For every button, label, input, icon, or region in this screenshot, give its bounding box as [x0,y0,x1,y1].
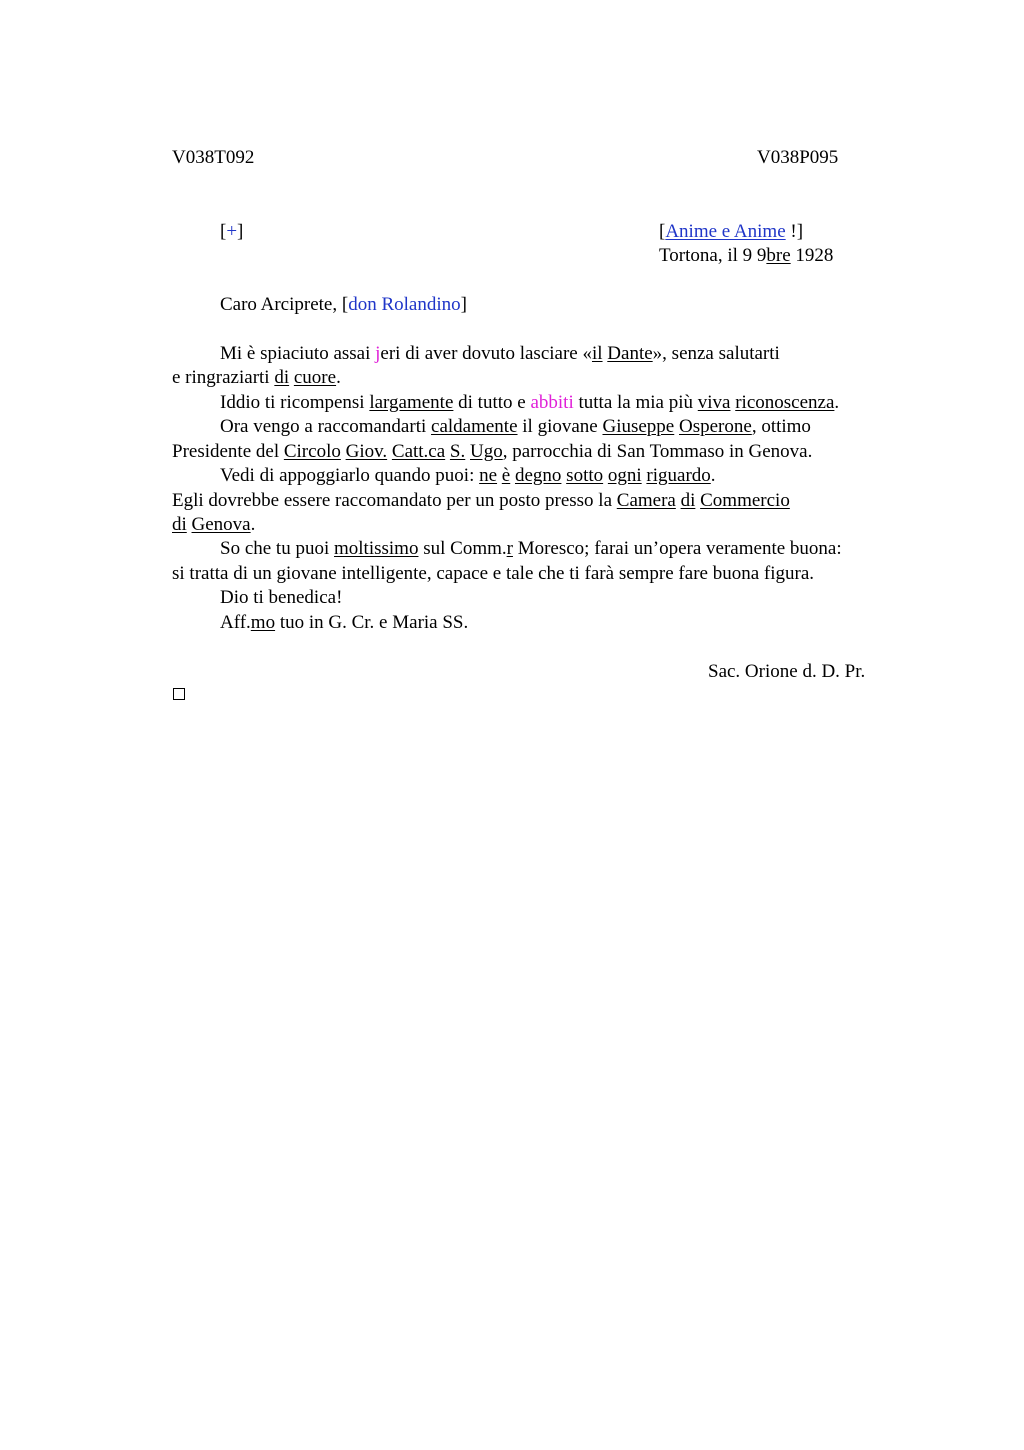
annotated-letter: j [375,343,381,364]
signature: Sac. Orione d. D. Pr. [708,661,866,682]
text-run: . [250,514,256,535]
underlined-word: Giov. [345,441,388,462]
text-run: Vedi di appoggiarlo quando puoi: [220,465,480,486]
cross-mark [220,220,243,244]
underlined-word: r [506,538,513,559]
body-line-9 [220,537,842,561]
text-run: tutta la mia più [573,392,698,413]
text-run: So che tu puoi [220,538,334,559]
body-line-6 [220,464,716,488]
underlined-word: ogni [607,465,642,486]
salutation-close: ] [460,294,467,315]
underlined-word: S. [449,441,466,462]
underlined-word: Genova [191,514,251,535]
underlined-word: moltissimo [334,538,419,559]
place-date [659,244,833,268]
text-run: , parrocchia di San Tommaso in Genova. [502,441,813,462]
underlined-word: Catt.ca [391,441,446,462]
body-line-1 [220,342,780,366]
text-run: di tutto e [453,392,531,413]
salutation-text: Caro Arciprete, [ [220,294,349,315]
underlined-word: Osperone [679,416,752,437]
underlined-word: riguardo [646,465,711,486]
underlined-word: di [274,367,290,388]
text-run: Moresco; farai un’opera veramente buona: [512,538,842,559]
underlined-word: Dante [607,343,653,364]
annotated-word: abbiti [530,392,574,413]
text-run: Ora vengo a raccomandarti [220,416,432,437]
cross-open-bracket: [ [220,221,227,242]
text-run: Egli dovrebbe essere raccomandato per un posto presso la [172,490,617,511]
title-link[interactable]: Anime e Anime [665,221,786,242]
text-run: . [834,392,840,413]
underlined-word: ne [479,465,498,486]
end-checkbox-icon[interactable] [173,688,185,700]
text-run: Mi è spiaciuto assai [220,343,376,364]
title-close-bracket: !] [785,221,804,242]
underlined-word: Circolo [283,441,341,462]
text-run: e ringraziarti [172,367,275,388]
left-document-code: V038T092 [172,147,255,168]
text-run: Aff. [220,612,251,633]
text-run: eri di aver dovuto lasciare « [380,343,592,364]
text-run: il giovane [517,416,603,437]
underlined-word: cuore [293,367,337,388]
underlined-word: il [591,343,603,364]
body-line-11: Dio ti benedica! [220,587,343,608]
underlined-word: Commercio [700,490,790,511]
closing-line [220,611,468,635]
text-run: Iddio ti ricompensi [220,392,370,413]
underlined-word: Giuseppe [602,416,675,437]
underlined-word: largamente [369,392,454,413]
text-run: sul Comm. [418,538,507,559]
text-run: », senza salutarti [652,343,780,364]
letter-title [659,220,803,244]
underlined-word: mo [250,612,276,633]
underlined-word: Camera [616,490,676,511]
place-date-prefix: Tortona, il 9 9 [659,245,767,266]
body-line-10: si tratta di un giovane intelligente, capace e tale che ti farà sempre fare buona figura. [172,563,815,584]
body-line-3 [220,391,839,415]
cross-icon[interactable]: + [226,221,238,242]
body-line-2 [172,366,341,390]
underlined-word: viva [697,392,731,413]
title-open-bracket: [ [659,221,666,242]
cross-close-bracket: ] [237,221,244,242]
place-date-month-abbr: bre [766,245,791,266]
underlined-word: riconoscenza [735,392,835,413]
underlined-word: di [680,490,696,511]
body-line-8 [172,513,255,537]
underlined-word: caldamente [431,416,518,437]
body-line-5 [172,440,812,464]
body-line-7 [172,489,790,513]
right-document-code: V038P095 [757,147,839,168]
body-line-4 [220,415,811,439]
underlined-word: di [172,514,187,535]
salutation [220,293,467,317]
text-run: . [336,367,341,388]
text-run: . [710,465,716,486]
place-date-year: 1928 [790,245,834,266]
underlined-word: è [501,465,511,486]
text-run: Presidente del [172,441,284,462]
text-run: tuo in G. Cr. e Maria SS. [275,612,469,633]
underlined-word: Ugo [470,441,503,462]
addressee-link[interactable]: don Rolandino [348,294,461,315]
underlined-word: sotto [566,465,604,486]
underlined-word: degno [514,465,562,486]
text-run: , ottimo [751,416,811,437]
